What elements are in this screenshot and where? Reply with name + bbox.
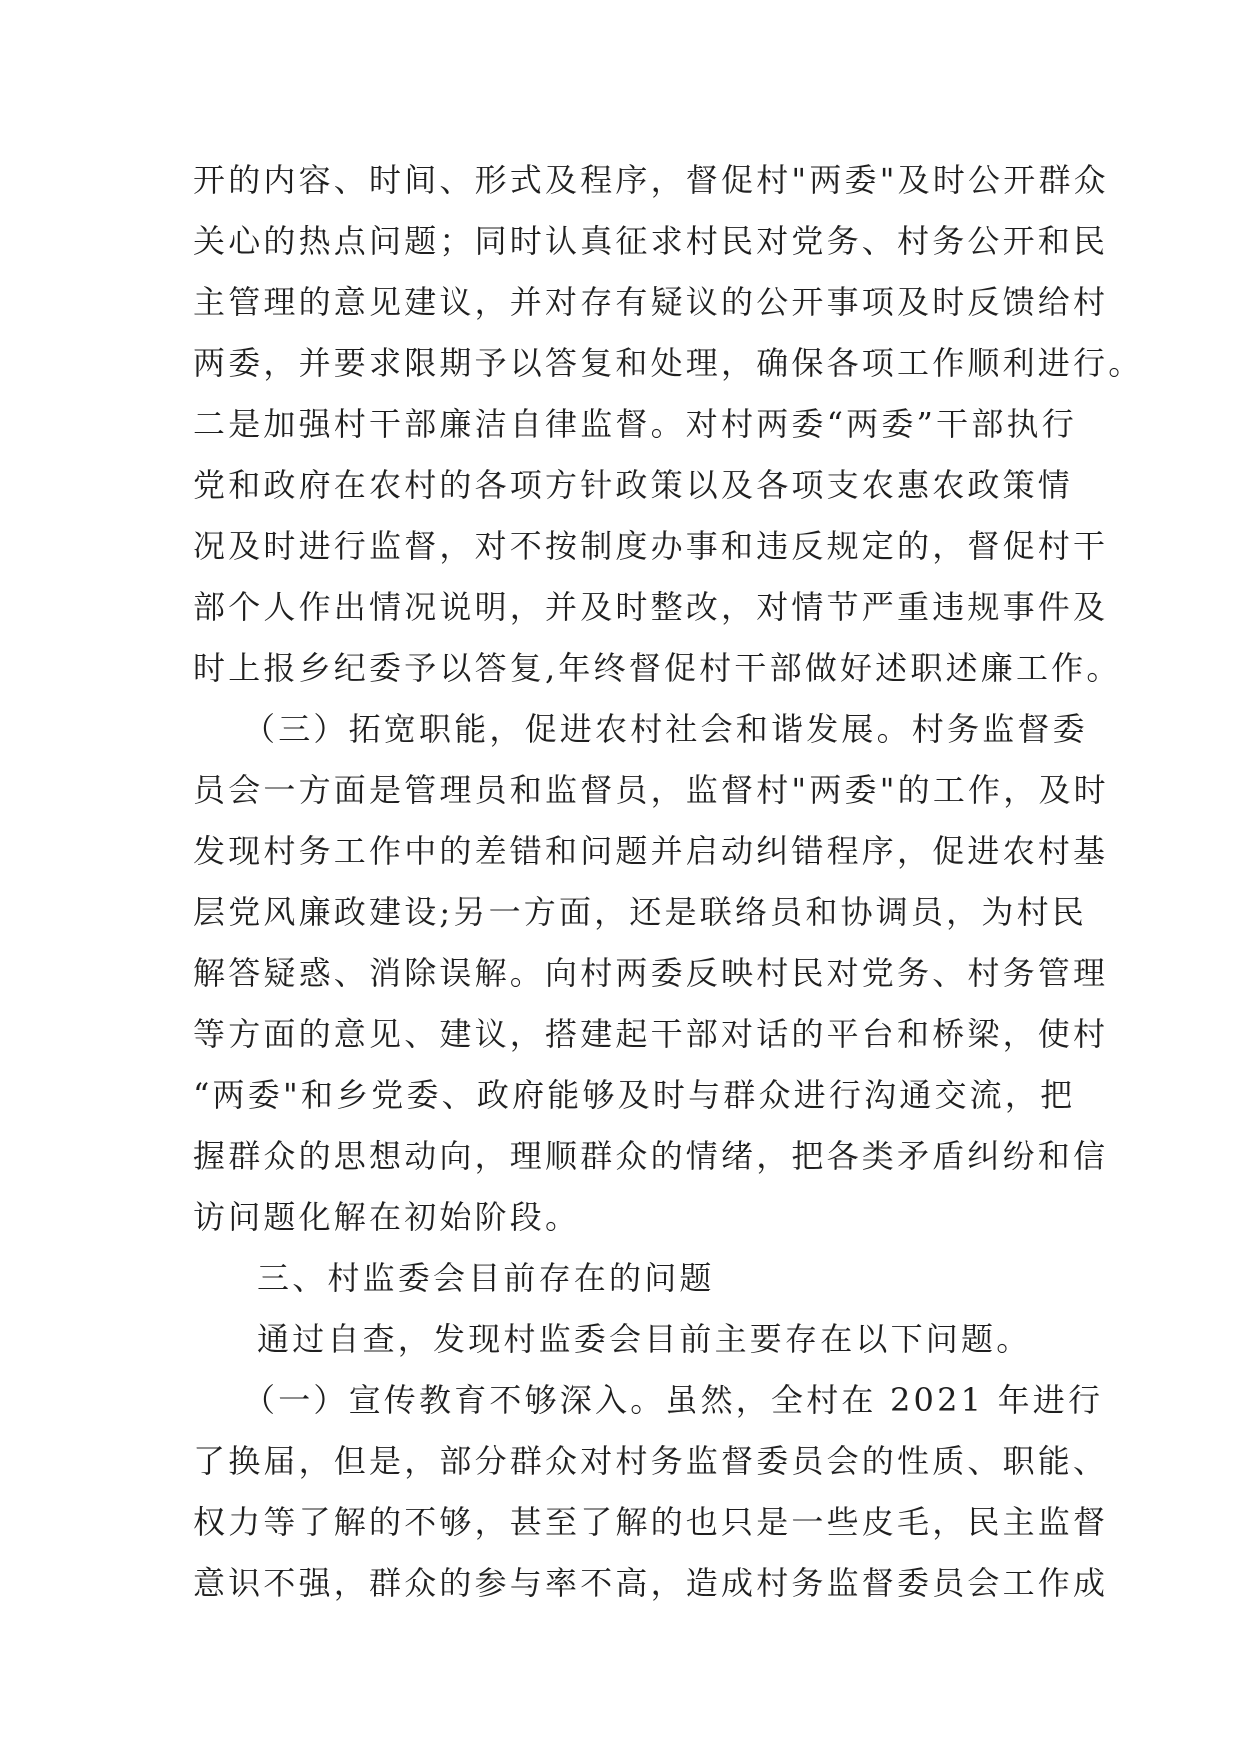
text-line: 部个人作出情况说明，并及时整改，对情节严重违规事件及 bbox=[193, 588, 1109, 626]
text-line: 员会一方面是管理员和监督员，监督村"两委"的工作，及时 bbox=[193, 771, 1109, 809]
text-line: 等方面的意见、建议，搭建起干部对话的平台和桥梁，使村 bbox=[193, 1015, 1109, 1053]
text-line: 开的内容、时间、形式及程序，督促村"两委"及时公开群众 bbox=[193, 161, 1109, 199]
text-line: 党和政府在农村的各项方针政策以及各项支农惠农政策情 bbox=[193, 466, 1074, 504]
text-line: 况及时进行监督，对不按制度办事和违反规定的，督促村干 bbox=[193, 527, 1109, 565]
text-line: 二是加强村干部廉洁自律监督。对村两委“两委”干部执行 bbox=[193, 405, 1077, 443]
document-body bbox=[193, 150, 1144, 1614]
text-line: 时上报乡纪委予以答复,年终督促村干部做好述职述廉工作。 bbox=[193, 649, 1122, 687]
text-line: 权力等了解的不够，甚至了解的也只是一些皮毛，民主监督 bbox=[193, 1503, 1109, 1541]
text-line: 解答疑惑、消除误解。向村两委反映村民对党务、村务管理 bbox=[193, 954, 1109, 992]
text-line: 了换届，但是，部分群众对村务监督委员会的性质、职能、 bbox=[193, 1442, 1109, 1480]
text-line: 主管理的意见建议，并对存有疑议的公开事项及时反馈给村 bbox=[193, 283, 1109, 321]
text-line: 握群众的思想动向，理顺群众的情绪，把各类矛盾纠纷和信 bbox=[193, 1137, 1109, 1175]
paragraph-end-line: 访问题化解在初始阶段。 bbox=[193, 1198, 581, 1236]
paragraph-line: 通过自查，发现村监委会目前主要存在以下问题。 bbox=[257, 1320, 1032, 1358]
section-heading: 三、村监委会目前存在的问题 bbox=[257, 1259, 715, 1297]
text-line: 意识不强，群众的参与率不高，造成村务监督委员会工作成 bbox=[193, 1564, 1109, 1602]
paragraph-start-line: （三）拓宽职能，促进农村社会和谐发展。村务监督委 bbox=[243, 710, 1088, 748]
text-line: “两委"和乡党委、政府能够及时与群众进行沟通交流，把 bbox=[193, 1076, 1076, 1114]
text-line: 关心的热点问题；同时认真征求村民对党务、村务公开和民 bbox=[193, 222, 1109, 260]
paragraph-start-line: （一）宣传教育不够深入。虽然，全村在 2021 年进行 bbox=[243, 1381, 1104, 1419]
text-line: 发现村务工作中的差错和问题并启动纠错程序，促进农村基 bbox=[193, 832, 1109, 870]
text-line: 层党风廉政建设;另一方面，还是联络员和协调员，为村民 bbox=[193, 893, 1087, 931]
text-line: 两委，并要求限期予以答复和处理，确保各项工作顺利进行。 bbox=[193, 344, 1144, 382]
